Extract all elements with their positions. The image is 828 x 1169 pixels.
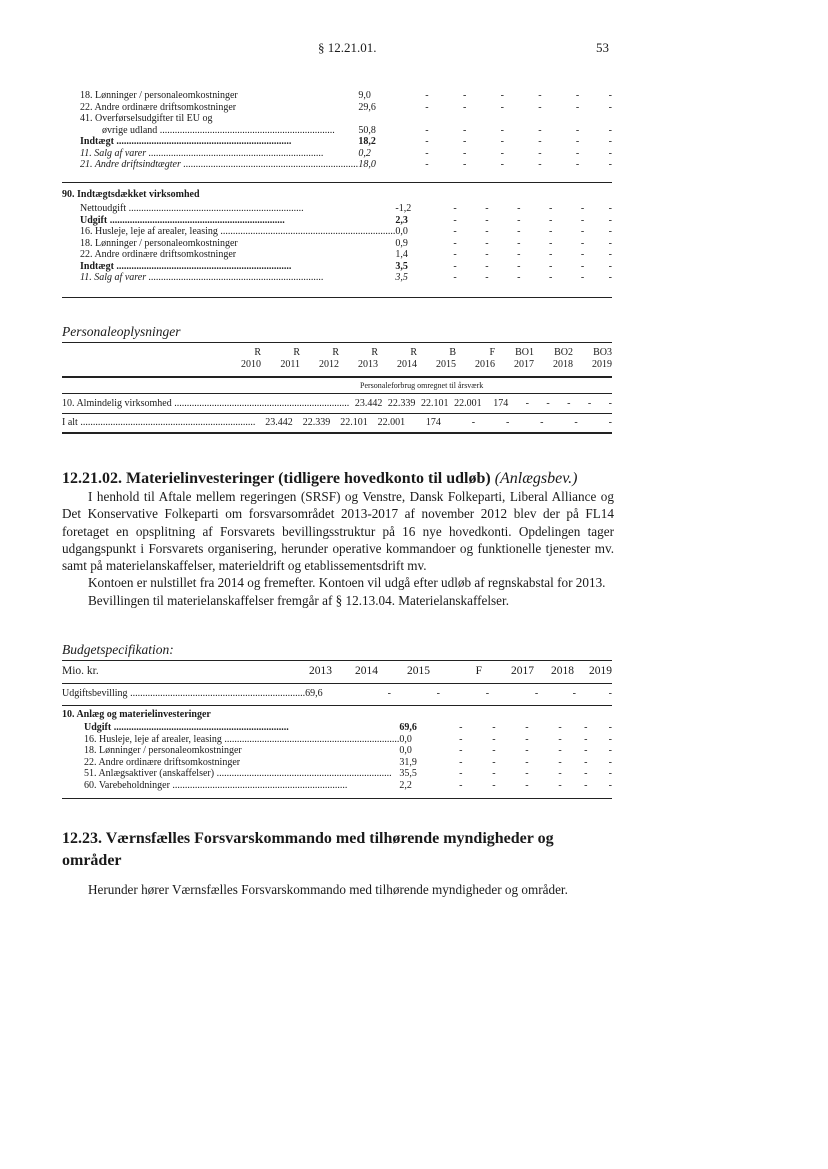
empty-cell: - [608, 203, 612, 214]
budget-table [62, 722, 612, 791]
empty-cell: - [608, 272, 612, 283]
column-year: 2015 [436, 359, 456, 370]
empty-cell: - [580, 214, 585, 226]
empty-cell: - [558, 768, 562, 779]
row-label [62, 768, 399, 780]
empty-cell: - [459, 779, 463, 791]
row-value: 2,3 [395, 214, 408, 226]
column-year: 2011 [280, 359, 300, 370]
section-12-23-text: Herunder hører Værnsfælles Forsvarskommando med tilhørende myndigheder og områder. [88, 882, 568, 897]
empty-cell: - [608, 768, 612, 779]
row-label-text: Indtægt ..... [80, 261, 291, 272]
empty-cell: - [575, 136, 580, 147]
row-value: 0,9 [395, 237, 408, 249]
empty-cell: - [485, 249, 489, 260]
row-label [80, 226, 395, 238]
divider [62, 660, 612, 661]
empty-cell: - [425, 159, 429, 170]
row-label-text: 51. Anlægsaktiver (anskaffelser) ..... [84, 768, 392, 779]
row-value: - [505, 417, 510, 428]
empty-cell: - [558, 733, 562, 745]
row-label-text: Udgift ..... [80, 215, 285, 226]
empty-cell: - [517, 237, 521, 249]
empty-cell: - [608, 745, 612, 756]
row-value: 23.442 [265, 417, 293, 428]
personale-row [62, 398, 612, 410]
row-label [62, 757, 399, 769]
section-heading-text: 12.21.02. Materielinvesteringer (tidligere hovedkonto til udløb) [62, 470, 491, 487]
row-value: 35,5 [399, 768, 417, 779]
empty-cell: - [525, 779, 529, 791]
table-row [80, 113, 612, 125]
empty-cell: - [500, 136, 504, 147]
row-label-text: Udgiftsbevilling ..... [62, 688, 305, 699]
section-heading-12-23: 12.23. Værnsfælles Forsvarskommando med tilhørende myndigheder og områder [62, 830, 554, 869]
column-year: 2013 [309, 665, 332, 677]
row-label-text: 60. Varebeholdninger ..... [84, 780, 347, 791]
empty-cell: - [575, 101, 580, 113]
row-value: -1,2 [395, 203, 412, 214]
empty-cell: - [548, 237, 553, 249]
column-year: 2017 [511, 665, 534, 677]
row-label-text: øvrige udland ..... [102, 125, 335, 136]
divider [62, 182, 612, 183]
section-label-90: 90. Indtægtsdækket virksomhed [62, 189, 200, 200]
row-label [62, 745, 399, 757]
empty-cell: - [608, 101, 612, 113]
empty-cell: - [558, 745, 562, 756]
table-row [80, 272, 612, 284]
empty-cell: - [462, 159, 467, 170]
empty-cell: - [584, 779, 588, 791]
empty-cell: - [584, 768, 588, 779]
empty-cell: - [538, 136, 542, 147]
empty-cell: - [425, 147, 429, 159]
row-label [80, 261, 395, 273]
empty-cell: - [558, 779, 562, 791]
column-status: BO3 [593, 347, 612, 358]
row-value: 18,2 [358, 136, 376, 147]
column-status: B [449, 347, 456, 358]
empty-cell: - [580, 237, 585, 249]
divider [62, 683, 612, 684]
section-body [62, 488, 614, 609]
column-status: BO1 [515, 347, 534, 358]
table-row [80, 261, 612, 273]
empty-cell: - [492, 745, 496, 756]
empty-cell: - [517, 260, 521, 272]
table-row [80, 226, 612, 238]
section-heading-suffix: (Anlægsbev.) [494, 470, 578, 487]
empty-cell: - [436, 688, 441, 699]
empty-cell: - [608, 147, 612, 159]
row-value: - [525, 398, 529, 409]
empty-cell: - [572, 688, 577, 699]
empty-cell: - [534, 688, 539, 699]
row-value: 23.442 [354, 398, 383, 409]
empty-cell: - [459, 733, 463, 745]
empty-cell: - [453, 249, 457, 260]
row-value: 22.001 [454, 398, 482, 409]
personale-row [62, 417, 612, 429]
empty-cell: - [462, 124, 467, 136]
empty-cell: - [548, 272, 553, 283]
row-label [80, 113, 358, 125]
empty-cell: - [453, 237, 457, 249]
row-value: 0,0 [395, 226, 408, 237]
empty-cell: - [575, 159, 580, 170]
empty-cell: - [538, 90, 542, 101]
top-finance-table-90 [80, 203, 612, 284]
empty-cell: - [608, 779, 612, 791]
empty-cell [542, 113, 580, 125]
row-value: 174 [493, 398, 509, 409]
column-status: F [489, 347, 495, 358]
empty-cell: - [608, 688, 612, 699]
row-label-text: 41. Overførselsudgifter til EU og [80, 113, 213, 124]
row-value: 2,2 [399, 779, 412, 791]
empty-cell: - [575, 124, 580, 136]
empty-cell: - [462, 147, 467, 159]
empty-cell: - [485, 260, 489, 272]
paragraph: I henhold til Aftale mellem regeringen (SRSF) og Venstre, Dansk Folkeparti, Liberal Alliance og Det Konservative Folkeparti om forsvarsområdet 2013-2017 af november 2012 blev der på FL14 foretaget en opsplitning af Forsvarets bevillingsstruktur på 16 nye hovedkonti. Opdelingen tager udgangspunkt i Forsvarets organisering, herunder operative kommandoer og funktionelle tjenester mv. samt på materielanskaffelser, materieldrift og etablissementsdrift mv. [62, 489, 614, 574]
table-row [62, 768, 612, 780]
column-year: 2014 [397, 359, 417, 370]
row-label-text: I alt ..... [62, 417, 255, 428]
row-label-text: 18. Lønninger / personaleomkostninger [84, 745, 242, 756]
empty-cell: - [485, 237, 489, 249]
empty-cell: - [517, 214, 521, 226]
empty-cell: - [459, 722, 463, 733]
row-label [80, 272, 395, 284]
row-value: - [546, 398, 550, 409]
empty-cell: - [548, 203, 553, 214]
empty-cell: - [485, 272, 489, 283]
column-year: 2010 [241, 359, 261, 370]
table-row [80, 215, 612, 227]
empty-cell: - [580, 272, 585, 283]
section-heading-12-21-02 [62, 470, 578, 488]
row-value: 50,8 [358, 124, 376, 136]
empty-cell: - [538, 101, 542, 113]
table-row [80, 90, 612, 102]
empty-cell: - [500, 147, 504, 159]
table-row [62, 734, 612, 746]
column-year: 2019 [589, 665, 612, 677]
empty-cell: - [453, 214, 457, 226]
row-label [62, 780, 399, 792]
row-value: 69,6 [305, 688, 323, 699]
row-label-text: Udgift ..... [84, 722, 289, 733]
table-row [80, 203, 612, 215]
empty-cell: - [575, 90, 580, 101]
personale-note: Personaleforbrug omregnet til årsværk [360, 381, 484, 390]
empty-cell [579, 113, 612, 125]
row-label [80, 238, 395, 250]
divider [62, 798, 612, 799]
empty-cell: - [425, 90, 429, 101]
empty-cell: - [425, 136, 429, 147]
empty-cell: - [538, 147, 542, 159]
row-value: 22.339 [387, 398, 416, 409]
column-year: 2017 [514, 359, 534, 370]
column-year: 2015 [407, 665, 430, 677]
empty-cell [409, 113, 429, 125]
empty-cell: - [462, 90, 467, 101]
row-value: - [608, 417, 612, 428]
personale-title: Personaleoplysninger [62, 324, 181, 339]
page-number: 53 [596, 40, 609, 55]
row-label-text: 11. Salg af varer ..... [80, 272, 324, 283]
divider [62, 432, 612, 434]
row-label-text: 11. Salg af varer ..... [80, 148, 324, 159]
divider [62, 376, 612, 378]
row-value: - [471, 417, 476, 428]
empty-cell: - [525, 768, 529, 779]
column-year: 2018 [551, 665, 574, 677]
table-row [80, 136, 612, 148]
empty-cell: - [580, 226, 585, 237]
row-label [80, 102, 358, 114]
row-value: 69,6 [399, 722, 417, 733]
row-label [80, 90, 358, 102]
column-status: BO2 [554, 347, 573, 358]
row-label-text: 18. Lønninger / personaleomkostninger [80, 237, 238, 249]
empty-cell: - [575, 147, 580, 159]
empty-cell: - [453, 226, 457, 237]
row-value: 0,0 [399, 745, 412, 756]
empty-cell: - [584, 722, 588, 733]
row-value: 174 [425, 417, 441, 428]
empty-cell: - [558, 722, 562, 733]
unit-label: Mio. kr. [62, 665, 99, 677]
empty-cell: - [608, 159, 612, 170]
table-row [62, 780, 612, 792]
table-row [62, 745, 612, 757]
empty-cell: - [500, 101, 504, 113]
row-label-text: 22. Andre ordinære driftsomkostninger [80, 249, 237, 260]
divider [62, 297, 612, 298]
row-value: - [540, 417, 544, 428]
row-label [80, 249, 395, 261]
row-value [358, 113, 408, 125]
row-value: 9,0 [358, 90, 371, 101]
empty-cell: - [492, 779, 496, 791]
empty-cell [429, 113, 467, 125]
row-value: 18,0 [358, 159, 376, 170]
personale-header [222, 347, 612, 371]
empty-cell: - [485, 226, 489, 237]
table-row [80, 102, 612, 114]
empty-cell: - [525, 756, 529, 768]
row-value: 1,4 [395, 249, 408, 260]
empty-cell: - [548, 260, 553, 272]
empty-cell: - [485, 688, 490, 699]
row-label-text: 22. Andre ordinære driftsomkostninger [80, 101, 237, 113]
column-status: R [293, 347, 300, 358]
empty-cell: - [492, 756, 496, 768]
empty-cell: - [608, 722, 612, 733]
row-value: 22.339 [302, 417, 331, 428]
row-value: 3,5 [395, 260, 408, 272]
row-value: 22.101 [340, 417, 368, 428]
top-finance-table [80, 90, 612, 171]
empty-cell: - [580, 260, 585, 272]
row-value: 0,2 [358, 147, 371, 159]
row-value: 3,5 [395, 272, 408, 283]
divider [62, 342, 612, 343]
row-value: - [587, 398, 592, 409]
row-label [80, 148, 358, 160]
empty-cell: - [459, 756, 463, 768]
table-row [62, 722, 612, 734]
column-year: 2016 [475, 359, 495, 370]
empty-cell: - [485, 214, 489, 226]
empty-cell: - [608, 90, 612, 101]
empty-cell: - [492, 722, 496, 733]
empty-cell: - [580, 203, 585, 214]
empty-cell: - [517, 203, 521, 214]
empty-cell: - [517, 272, 521, 283]
empty-cell: - [608, 733, 612, 745]
empty-cell: - [608, 124, 612, 136]
empty-cell: - [525, 722, 529, 733]
empty-cell: - [584, 733, 588, 745]
empty-cell: - [425, 101, 429, 113]
column-status: R [254, 347, 261, 358]
paragraph: Bevillingen til materielanskaffelser fremgår af § 12.13.04. Materielanskaffelser. [88, 592, 509, 608]
row-label-text: 10. Almindelig virksomhed ..... [62, 398, 349, 409]
column-status: R [371, 347, 378, 358]
empty-cell: - [580, 249, 585, 260]
section-reference: § 12.21.01. [318, 40, 377, 55]
divider [62, 413, 612, 414]
empty-cell: - [608, 136, 612, 147]
column-status: R [332, 347, 339, 358]
row-label [62, 722, 399, 734]
empty-cell: - [608, 260, 612, 272]
row-label-text: 16. Husleje, leje af arealer, leasing ..... [84, 734, 399, 745]
empty-cell: - [608, 249, 612, 260]
table-row [80, 125, 612, 137]
paragraph: Kontoen er nulstillet fra 2014 og fremefter. Kontoen vil udgå efter udløb af regnskabstal for 2013. [88, 575, 606, 591]
table-row [80, 238, 612, 250]
column-status: R [410, 347, 417, 358]
row-label-text: Indtægt ..... [80, 136, 291, 147]
empty-cell: - [453, 203, 457, 214]
table-row [80, 249, 612, 261]
column-year: 2012 [319, 359, 339, 370]
empty-cell: - [548, 249, 553, 260]
row-label-text: 22. Andre ordinære driftsomkostninger [84, 756, 241, 768]
budget-udgiftsbevilling [62, 688, 612, 700]
empty-cell [504, 113, 542, 125]
row-value: - [574, 417, 578, 428]
row-label-text: 18. Lønninger / personaleomkostninger [80, 90, 238, 101]
empty-cell: - [453, 272, 457, 283]
row-label [80, 159, 358, 171]
empty-cell: - [608, 226, 612, 237]
empty-cell: - [538, 124, 542, 136]
row-label [62, 734, 399, 746]
divider [62, 705, 612, 706]
empty-cell: - [500, 159, 504, 170]
row-label [80, 203, 395, 215]
row-value: 31,9 [399, 756, 417, 768]
empty-cell: - [425, 124, 429, 136]
row-label [62, 417, 255, 429]
budget-header [62, 664, 612, 678]
row-label [80, 215, 395, 227]
empty-cell: - [548, 214, 553, 226]
empty-cell: - [459, 768, 463, 779]
empty-cell: - [558, 756, 562, 768]
row-label [62, 398, 349, 410]
empty-cell: - [500, 90, 504, 101]
divider [62, 393, 612, 394]
empty-cell: - [462, 101, 467, 113]
budget-title: Budgetspecifikation: [62, 642, 174, 657]
empty-cell: - [500, 124, 504, 136]
empty-cell: - [608, 214, 612, 226]
empty-cell: - [517, 249, 521, 260]
empty-cell [466, 113, 504, 125]
empty-cell: - [492, 733, 496, 745]
empty-cell: - [538, 159, 542, 170]
empty-cell: - [584, 756, 588, 768]
column-year: 2013 [358, 359, 378, 370]
empty-cell: - [525, 745, 529, 756]
row-label-text: 16. Husleje, leje af arealer, leasing ..... [80, 226, 395, 237]
empty-cell: - [453, 260, 457, 272]
empty-cell: - [525, 733, 529, 745]
empty-cell: - [492, 768, 496, 779]
column-year: 2018 [553, 359, 573, 370]
empty-cell: - [584, 745, 588, 756]
row-value: 29,6 [358, 101, 376, 113]
table-row [80, 159, 612, 171]
empty-cell: - [517, 226, 521, 237]
table-row [80, 148, 612, 160]
row-label [80, 136, 358, 148]
empty-cell: - [608, 756, 612, 768]
row-label [62, 688, 305, 700]
row-label-text: Nettoudgift ..... [80, 203, 304, 214]
column-year: F [475, 665, 482, 677]
row-value: 22.001 [377, 417, 406, 428]
empty-cell: - [462, 136, 467, 147]
column-year: 2019 [592, 359, 612, 370]
empty-cell: - [387, 688, 391, 699]
row-value: - [608, 398, 612, 409]
empty-cell: - [459, 745, 463, 756]
table-row [62, 757, 612, 769]
row-value: 0,0 [399, 733, 412, 745]
column-year: 2014 [355, 665, 378, 677]
row-value: 22.101 [421, 398, 449, 409]
row-label [80, 125, 358, 137]
row-label-text: 21. Andre driftsindtægter ..... [80, 159, 358, 170]
budget-section-label: 10. Anlæg og materielinvesteringer [62, 709, 211, 720]
empty-cell: - [548, 226, 553, 237]
empty-cell: - [485, 203, 489, 214]
empty-cell: - [608, 237, 612, 249]
row-value: - [567, 398, 571, 409]
